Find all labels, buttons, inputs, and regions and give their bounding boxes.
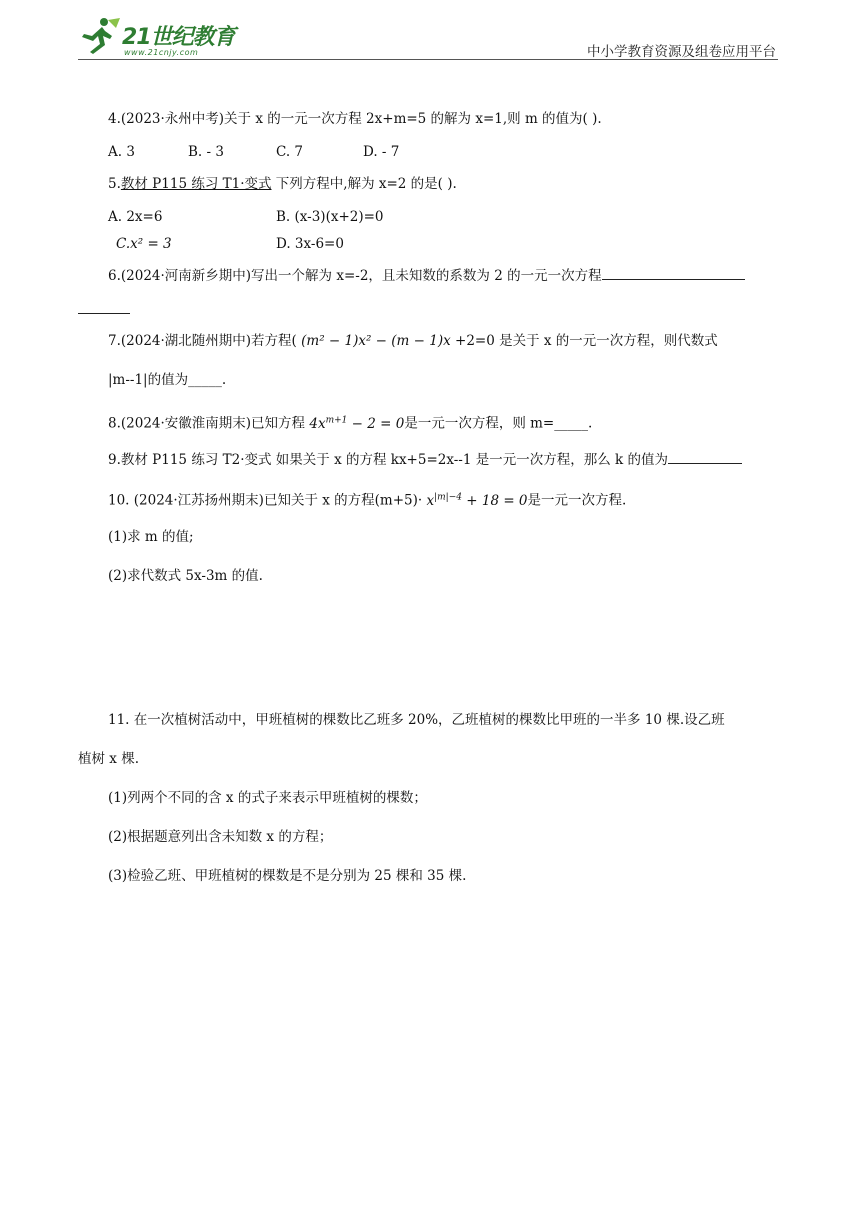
question-7-text-1: 7.(2024·湖北随州期中)若方程(	[108, 333, 302, 349]
answer-blank	[668, 450, 742, 464]
header-divider	[78, 59, 778, 60]
question-5-number: 5.	[108, 176, 121, 192]
question-11-sub-3: (3)检验乙班、甲班植树的棵数是不是分别为 25 棵和 35 棵.	[108, 868, 467, 884]
logo-text: 21世纪教育	[122, 25, 235, 50]
question-9-text: 9.教材 P115 练习 T2·变式 如果关于 x 的方程 kx+5=2x--1 是一元一次方程，那么 k 的值为	[108, 452, 669, 468]
question-4-option-c: C. 7	[276, 144, 304, 160]
question-11-sub-1: (1)列两个不同的含 x 的式子来表示甲班植树的棵数；	[108, 790, 427, 806]
question-5-option-b: B. (x-3)(x+2)=0	[276, 209, 384, 225]
question-5-text: 下列方程中,解为 x=2 的是( ).	[271, 176, 457, 192]
platform-title: 中小学教育资源及组卷应用平台	[587, 44, 776, 60]
question-6-stem	[108, 266, 745, 285]
answer-blank	[602, 266, 745, 280]
question-5-stem	[108, 175, 457, 193]
question-8-equation: $4x^{m+1} - 2 = 0$	[309, 415, 405, 432]
question-11-line-1: 11. 在一次植树活动中，甲班植树的棵数比乙班多 20%，乙班植树的棵数比甲班的一半多 10 棵.设乙班	[108, 712, 725, 728]
question-5-option-d: D. 3x-6=0	[276, 236, 344, 252]
question-7-text-2: +2=0 是关于 x 的一元一次方程，则代数式	[450, 333, 718, 349]
logo	[78, 14, 248, 60]
question-11-line-2: 植树 x 棵.	[78, 751, 139, 767]
question-7-line-1	[108, 332, 718, 350]
question-8-text-2: 是一元一次方程，则 m=_____.	[404, 415, 593, 432]
question-10-text-1: 10. (2024·江苏扬州期末)已知关于 x 的方程(m+5)·	[108, 492, 427, 509]
answer-blank	[78, 300, 130, 314]
question-9-stem	[108, 450, 742, 469]
runner-icon	[78, 16, 122, 56]
question-5-source: 教材 P115 练习 T1·变式	[120, 176, 272, 192]
question-5-option-c: C.x² = 3	[116, 236, 172, 252]
question-8-text-1: 8.(2024·安徽淮南期末)已知方程	[108, 415, 310, 432]
question-4-option-d: D. - 7	[363, 144, 400, 160]
question-11-sub-2: (2)根据题意列出含未知数 x 的方程；	[108, 829, 333, 845]
question-4-stem: 4.(2023·永州中考)关于 x 的一元一次方程 2x+m=5 的解为 x=1,则 m 的值为( ).	[108, 111, 602, 127]
question-6-text: 6.(2024·河南新乡期中)写出一个解为 x=-2，且未知数的系数为 2 的一元一次方程	[108, 268, 602, 284]
question-8-stem	[108, 411, 592, 433]
question-7-line-2: |m--1|的值为_____.	[108, 372, 227, 388]
question-10-sub-1: (1)求 m 的值;	[108, 529, 194, 545]
question-10-sub-2: (2)求代数式 5x-3m 的值.	[108, 568, 263, 584]
question-10-stem	[108, 488, 626, 510]
question-10-text-2: 是一元一次方程.	[527, 492, 627, 509]
logo-url: www.21cnjy.com	[124, 48, 199, 57]
question-5-option-a: A. 2x=6	[108, 209, 163, 225]
question-7-equation: (m² − 1)x² − (m − 1)x	[301, 333, 451, 349]
question-4-option-a: A. 3	[108, 144, 135, 160]
page-header	[78, 14, 778, 62]
question-6-blank-continued	[78, 300, 130, 319]
question-4-option-b: B. - 3	[188, 144, 224, 160]
question-10-equation: $x^{|m|-4} + 18 = 0$	[426, 492, 528, 509]
